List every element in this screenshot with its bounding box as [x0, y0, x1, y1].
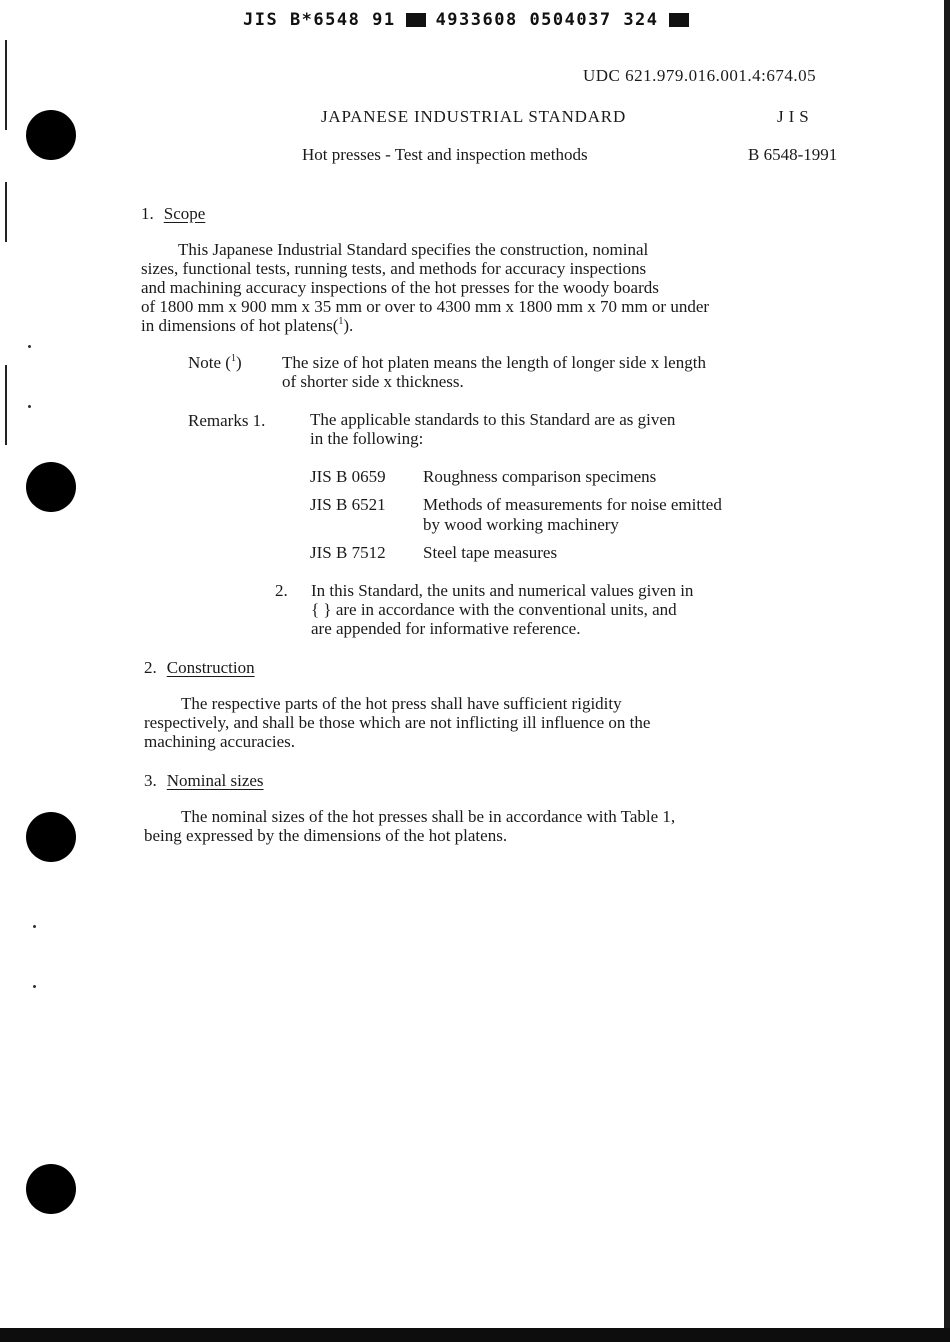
remarks-item2-line: In this Standard, the units and numerical values given in [311, 581, 694, 600]
header-block-mark [669, 13, 689, 27]
section-number: 1. [141, 204, 154, 223]
reference-desc-cont: by wood working machinery [423, 515, 619, 534]
note-text [282, 353, 706, 391]
section-title: Construction [166, 658, 255, 677]
paragraph-line: of 1800 mm x 900 mm x 35 mm or over to 4300 mm x 1800 mm x 70 mm or under [141, 297, 710, 316]
paragraph-line [141, 316, 709, 335]
paragraph-line: The nominal sizes of the hot presses shall be in accordance with Table 1, [181, 807, 676, 826]
header-block-mark [406, 13, 426, 27]
line-text: in dimensions of hot platens( [141, 316, 339, 335]
standard-title: JAPANESE INDUSTRIAL STANDARD [321, 107, 627, 126]
remarks-text [310, 410, 675, 448]
document-number: B 6548-1991 [748, 145, 838, 164]
scan-speck [28, 345, 31, 348]
reference-code: JIS B 6521 [310, 495, 386, 514]
note-line: The size of hot platen means the length of longer side x length [282, 353, 706, 372]
reference-code: JIS B 0659 [310, 467, 386, 486]
udc-number: UDC 621.979.016.001.4:674.05 [583, 66, 817, 85]
note-label-text: Note ( [188, 353, 231, 372]
scan-right-edge [944, 0, 950, 1342]
jis-mark: JIS [777, 107, 814, 126]
section-heading-construction [144, 658, 255, 678]
section-heading-nominal-sizes [144, 771, 264, 791]
footnote-ref: 1 [338, 316, 344, 327]
scan-edge-mark [5, 365, 7, 445]
remarks-line: in the following: [310, 429, 424, 448]
line-end: ). [343, 316, 354, 335]
header-code-part2: 4933608 0504037 324 [435, 10, 659, 30]
remarks-line: The applicable standards to this Standard are as given [310, 410, 676, 429]
remarks-item2-line: { } are in accordance with the conventional units, and [311, 600, 677, 619]
document-title: Hot presses - Test and inspection methods [302, 145, 588, 164]
reference-desc: Steel tape measures [423, 543, 558, 562]
paragraph-line: being expressed by the dimensions of the hot platens. [144, 826, 508, 845]
header-code-line [243, 10, 699, 30]
note-label [188, 353, 242, 372]
scan-edge-mark [5, 182, 7, 242]
paragraph-line: and machining accuracy inspections of the hot presses for the woody boards [141, 278, 659, 297]
nominal-sizes-paragraph [144, 807, 675, 845]
reference-desc: Methods of measurements for noise emitted [423, 495, 722, 514]
remarks-item2-text [311, 581, 693, 638]
scan-speck [28, 405, 31, 408]
paragraph-line: respectively, and shall be those which are not inflicting ill influence on the [144, 713, 651, 732]
scan-speck [33, 985, 36, 988]
section-number: 3. [144, 771, 157, 790]
punch-hole [26, 462, 76, 512]
scan-speck [33, 925, 36, 928]
remarks-item2-label: 2. [275, 581, 288, 600]
scope-paragraph [141, 240, 709, 335]
paragraph-line: sizes, functional tests, running tests, and methods for accuracy inspections [141, 259, 647, 278]
header-code-part1: JIS B*6548 91 [243, 10, 396, 30]
note-label-end: ) [235, 353, 242, 372]
section-title: Nominal sizes [166, 771, 264, 790]
scan-bottom-edge [0, 1328, 950, 1342]
construction-paragraph [144, 694, 650, 751]
section-heading-scope [141, 204, 205, 224]
punch-hole [26, 1164, 76, 1214]
section-title: Scope [163, 204, 206, 223]
paragraph-line: The respective parts of the hot press shall have sufficient rigidity [181, 694, 622, 713]
reference-desc: Roughness comparison specimens [423, 467, 657, 486]
footnote-ref: 1 [230, 353, 236, 364]
punch-hole [26, 812, 76, 862]
reference-code: JIS B 7512 [310, 543, 386, 562]
scan-edge-mark [5, 40, 7, 130]
remarks-item2-line: are appended for informative reference. [311, 619, 581, 638]
note-line: of shorter side x thickness. [282, 372, 464, 391]
punch-hole [26, 110, 76, 160]
remarks-label: Remarks 1. [188, 411, 266, 430]
section-number: 2. [144, 658, 157, 677]
paragraph-line: This Japanese Industrial Standard specifies the construction, nominal [178, 240, 649, 259]
paragraph-line: machining accuracies. [144, 732, 296, 751]
